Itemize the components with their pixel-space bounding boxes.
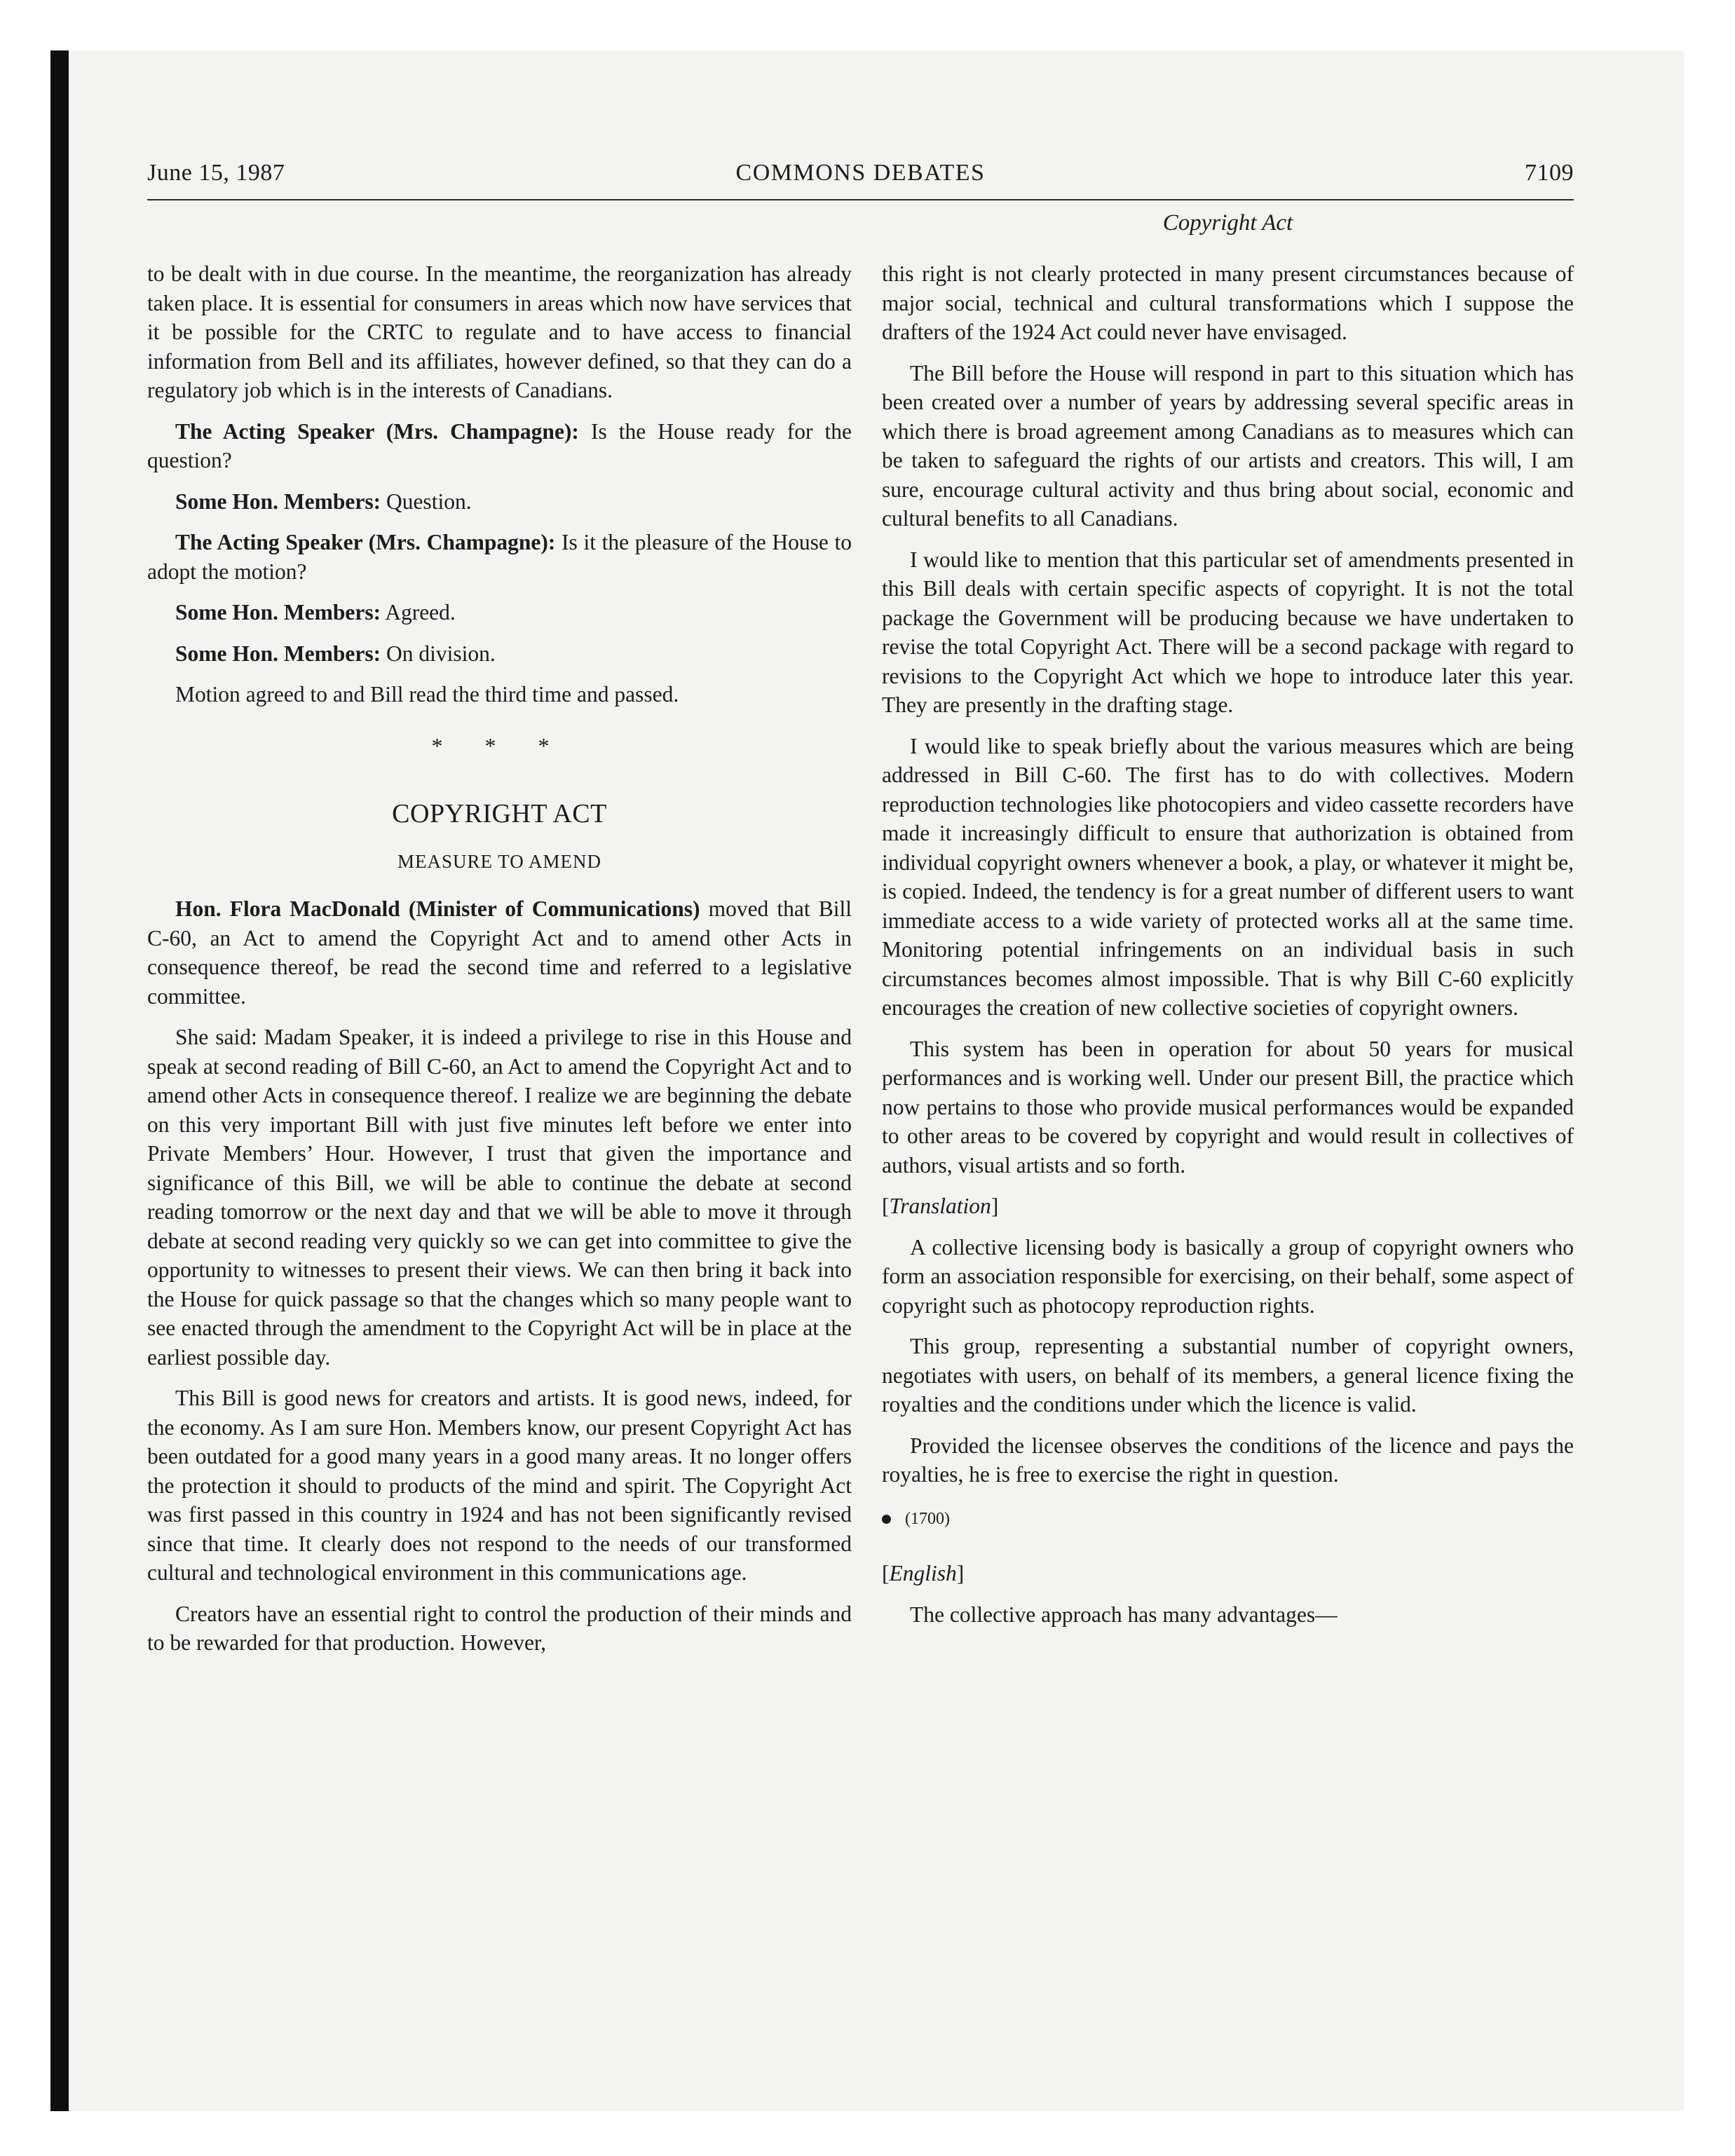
time-marker [882,1505,1574,1534]
paragraph: This Bill is good news for creators and artists. It is good news, indeed, for the economy. As I am sure Hon. Members know, our present Copyright Act has been outdated for a good many years in a good many areas. It no longer offers the protection it should to products of the mind and spirit. The Copyright Act was first passed in this country in 1924 and has not been significantly revised since that time. It clearly does not respond to the needs of our transformed cultural and technological environment in this communications age. [147,1386,852,1585]
paragraph: to be dealt with in due course. In the meantime, the reorganization has already taken place. It is essential for consumers in areas which now have services that it be possible for the CRTC to regulate and to have access to financial information from Bell and its affiliates, however defined, so that they can do a regulatory job which is in the interests of Canadians. [147,261,852,402]
paragraph: The Bill before the House will respond in part to this situation which has been created over a number of years by addressing several specific areas in which there is broad agreement among Canadians as to measures which can be taken to safeguard the rights of our artists and creators. This will, I am sure, encourage cultural activity and thus bring about social, economic and cultural benefits to all Canadians. [882,360,1574,531]
left-column [147,259,852,1670]
paragraph: Motion agreed to and Bill read the third time and passed. [175,682,679,707]
speech-text: Is the House ready for the question? [147,418,852,472]
paragraph: I would like to mention that this particular set of amendments presented in this Bill deals with certain specific aspects of copyright. It is not the total package the Government will be producing because we have undertaken to revise the total Copyright Act. There will be a second package with regard to revisions to the Copyright Act which we hope to introduce later this year. They are presently in the drafting stage. [882,547,1574,717]
paragraph: this right is not clearly protected in many present circumstances because of major social, technical and cultural transformations which I suppose the drafters of the 1924 Act could never have envisaged. [882,261,1574,344]
speaker-paragraph [147,894,852,1011]
paragraph: This group, representing a substantial number of copyright owners, negotiates with users, on behalf of its members, a general licence fixing the royalties and the conditions under which the licence is valid. [882,1334,1574,1417]
speaker-paragraph [147,487,852,517]
speaker-paragraph [147,639,852,669]
speaker-name: Some Hon. Members: [175,641,381,666]
speaker-paragraph [147,417,852,475]
paragraph: She said: Madam Speaker, it is indeed a privilege to rise in this House and speak at second reading of Bill C-60, an Act to amend the Copyright Act and to amend other Acts in consequence thereof. I realize we are beginning the debate on this very important Bill with just five minutes left before we enter into Private Members’ Hour. However, I trust that given the importance and significance of this Bill, we will be able to continue the debate at second reading tomorrow or the next day and that we will be able to move it through debate at second reading very quickly so we can get into committee to give the opportunity to witnesses to present their views. We can then bring it back into the House for quick passage so that the changes which so many people want to see enacted through the amendment to the Copyright Act will be in place at the earliest possible day. [147,1025,852,1370]
paragraph: Creators have an essential right to control the production of their minds and to be rewarded for that production. However, [147,1601,852,1655]
paragraph: A collective licensing body is basically a group of copyright owners who form an association responsible for exercising, on their behalf, some aspect of copyright such as photocopy reproduction rights. [882,1234,1574,1318]
scan-binding-edge [50,50,69,2111]
section-subheading: MEASURE TO AMEND [397,850,602,872]
header-date: June 15, 1987 [147,160,285,186]
bullet-icon [882,1515,891,1524]
speaker-paragraph [147,528,852,586]
paragraph: I would like to speak briefly about the various measures which are being addressed in Bill C-60. The first has to do with collectives. Modern reproduction technologies like photocopiers and video cassette recorders have made it increasingly difficult to ensure that authorization is obtained from individual copyright owners whenever a book, a play, or whatever it might be, is copied. Indeed, the tendency is for a great number of different users to want immediate access to a wide variety of protected works all at the same time. Monitoring potential infringements on an individual basis in such circumstances becomes almost impossible. That is why Bill C-60 explicitly encourages the creation of new collective societies of copyright owners. [882,733,1574,1020]
right-column [882,259,1574,1641]
speech-text: Agreed. [381,600,456,625]
english-tag: [English] [882,1561,965,1585]
translation-label: Translation [889,1194,991,1218]
page-header [147,157,1574,200]
speech-text: Is it the pleasure of the House to adopt the motion? [147,530,852,584]
speech-text: On division. [381,641,496,666]
english-label: English [889,1561,957,1585]
time-stamp: (1700) [905,1509,950,1528]
paragraph: The collective approach has many advantages— [910,1602,1338,1627]
speech-text: moved that Bill C-60, an Act to amend the Copyright Act and to amend other Acts in consequence thereof, be read the second time and referred to a legislative committee. [147,896,852,1009]
paragraph: This system has been in operation for about 50 years for musical performances and is working well. Under our present Bill, the practice which now pertains to those who provide musical performances would be expanded to other areas to be covered by copyright and would result in collectives of authors, visual artists and so forth. [882,1036,1574,1178]
page-number: 7109 [1525,160,1574,186]
speaker-name: Hon. Flora MacDonald (Minister of Communications) [175,896,700,921]
running-head: Copyright Act [1162,210,1293,236]
speaker-name: The Acting Speaker (Mrs. Champagne): [175,418,579,444]
speech-text: Question. [381,489,472,514]
translation-tag: [Translation] [882,1194,999,1218]
header-title: COMMONS DEBATES [735,160,986,186]
section-heading: COPYRIGHT ACT [392,799,607,828]
speaker-name: Some Hon. Members: [175,489,381,514]
speaker-paragraph [147,598,852,627]
paragraph: Provided the licensee observes the conditions of the licence and pays the royalties, he is free to exercise the right in question. [882,1433,1574,1487]
speaker-name: Some Hon. Members: [175,600,381,625]
section-separator: * * * [431,732,568,758]
speaker-name: The Acting Speaker (Mrs. Champagne): [175,530,556,554]
